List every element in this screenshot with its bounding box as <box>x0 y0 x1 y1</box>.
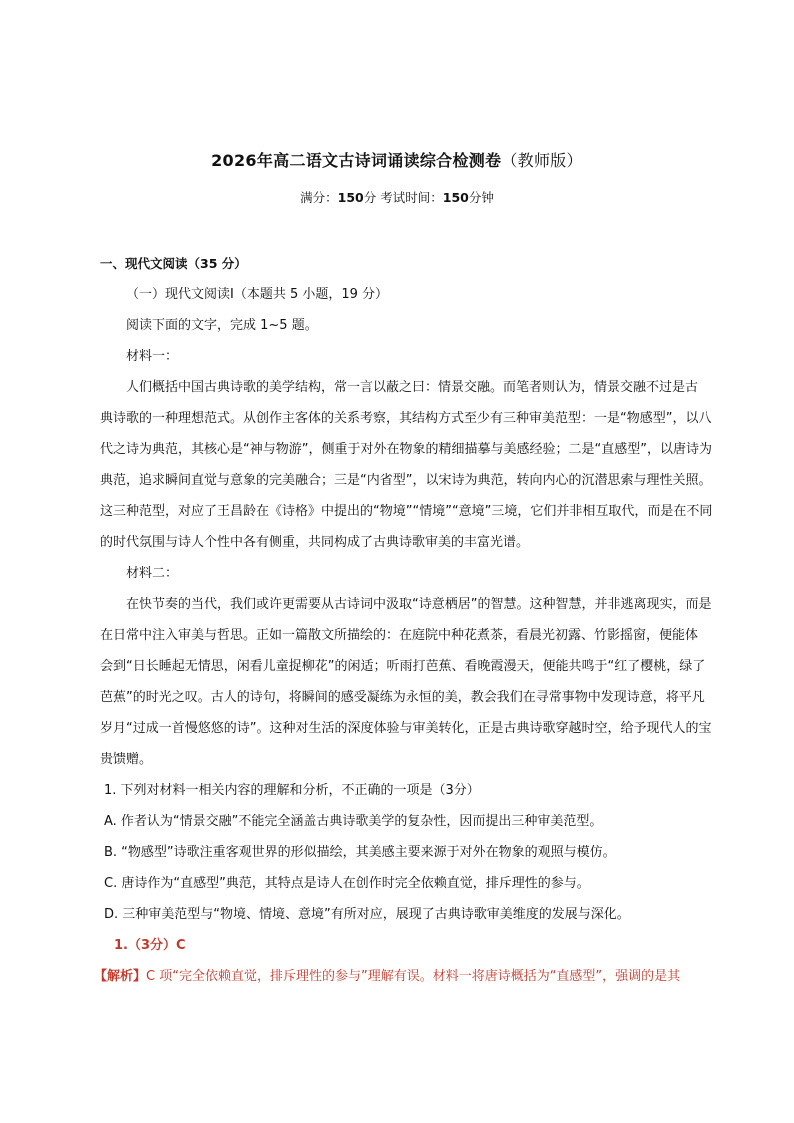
exam-meta <box>0 188 794 206</box>
instruction: 阅读下面的文字，完成 1~5 题。 <box>126 318 318 333</box>
title-text: 2026年高二语文古诗词诵读综合检测卷 <box>211 151 502 170</box>
material1-line: 这三种范型，对应了王昌龄在《诗格》中提出的“物境”“情境”“意境”三境，它们并非相互取代，而是在不同 <box>100 504 713 519</box>
section-heading: 一、现代文阅读（35 分） <box>100 256 247 271</box>
material2-paragraph <box>100 589 740 775</box>
material2-label: 材料二： <box>126 566 179 581</box>
material2-line: 在日常中注入审美与哲思。正如一篇散文所描绘的：在庭院中种花煮茶，看晨光初露、竹影摇窗，便能体 <box>100 628 699 643</box>
page-title <box>0 148 794 171</box>
material1-line: 典诗歌的一种理想范式。从创作主客体的关系考察，其结构方式至少有三种审美范型：一是“物感型”，以八 <box>100 411 712 426</box>
question-1-analysis <box>94 961 740 992</box>
analysis-text: C 项“完全依赖直觉，排斥理性的参与”理解有误。材料一将唐诗概括为“直感型”，强调的是其 <box>146 969 681 984</box>
material2-line: 在快节奏的当代，我们或许更需要从古诗词中汲取“诗意栖居”的智慧。这种智慧，并非逃离现实，而是 <box>126 597 712 612</box>
question-1-stem: 1. 下列对材料一相关内容的理解和分析，不正确的一项是（3分） <box>104 783 480 798</box>
time-unit: 分钟 <box>468 190 494 205</box>
material1-label: 材料一： <box>126 349 179 364</box>
score-label: 满分： <box>300 190 338 205</box>
analysis-tag: 【解析】 <box>94 969 147 984</box>
material1-paragraph <box>100 372 740 558</box>
sub-heading: （一）现代文阅读Ⅰ（本题共 5 小题，19 分） <box>126 287 389 302</box>
time-value: 150 <box>442 190 469 205</box>
material2-line: 岁月“过成一首慢悠悠的诗”。这种对生活的深度体验与审美转化，正是古典诗歌穿越时空，给予现代人的宝 <box>100 721 712 736</box>
score-value: 150 <box>337 190 364 205</box>
material2-line: 贵馈赠。 <box>100 752 153 767</box>
question-1-option-d: D. 三种审美范型与“物境、情境、意境”有所对应，展现了古典诗歌审美维度的发展与深化。 <box>104 907 630 922</box>
title-edition: （教师版） <box>501 151 583 170</box>
material2-line: 会到“日长睡起无情思，闲看儿童捉柳花”的闲适；听雨打芭蕉、看晚霞漫天，便能共鸣于“红了樱桃，绿了 <box>100 659 706 674</box>
question-1-option-a: A. 作者认为“情景交融”不能完全涵盖古典诗歌美学的复杂性，因而提出三种审美范型。 <box>104 814 603 829</box>
question-1-option-b: B. “物感型”诗歌注重客观世界的形似描绘，其美感主要来源于对外在物象的观照与模仿。 <box>104 845 616 860</box>
document-body <box>94 248 740 992</box>
question-1-answer: 1.（3分）C <box>114 938 186 953</box>
material1-line: 人们概括中国古典诗歌的美学结构，常一言以蔽之曰：情景交融。而笔者则认为，情景交融不过是古 <box>126 380 699 395</box>
score-unit: 分 <box>363 190 377 205</box>
material2-line: 芭蕉”的时光之叹。古人的诗句，将瞬间的感受凝练为永恒的美，教会我们在寻常事物中发现诗意，将平凡 <box>100 690 705 705</box>
material1-line: 的时代氛围与诗人个性中各有侧重，共同构成了古典诗歌审美的丰富光谱。 <box>100 535 530 550</box>
question-1-option-c: C. 唐诗作为“直感型”典范，其特点是诗人在创作时完全依赖直觉，排斥理性的参与。 <box>104 876 590 891</box>
material1-line: 典范，追求瞬间直觉与意象的完美融合；三是“内省型”，以宋诗为典范，转向内心的沉潜思索与理性关照。 <box>100 473 712 488</box>
time-label: 考试时间： <box>380 190 443 205</box>
material1-line: 代之诗为典范，其核心是“神与物游”，侧重于对外在物象的精细描摹与美感经验；二是“直感型”，以唐诗为 <box>100 442 712 457</box>
